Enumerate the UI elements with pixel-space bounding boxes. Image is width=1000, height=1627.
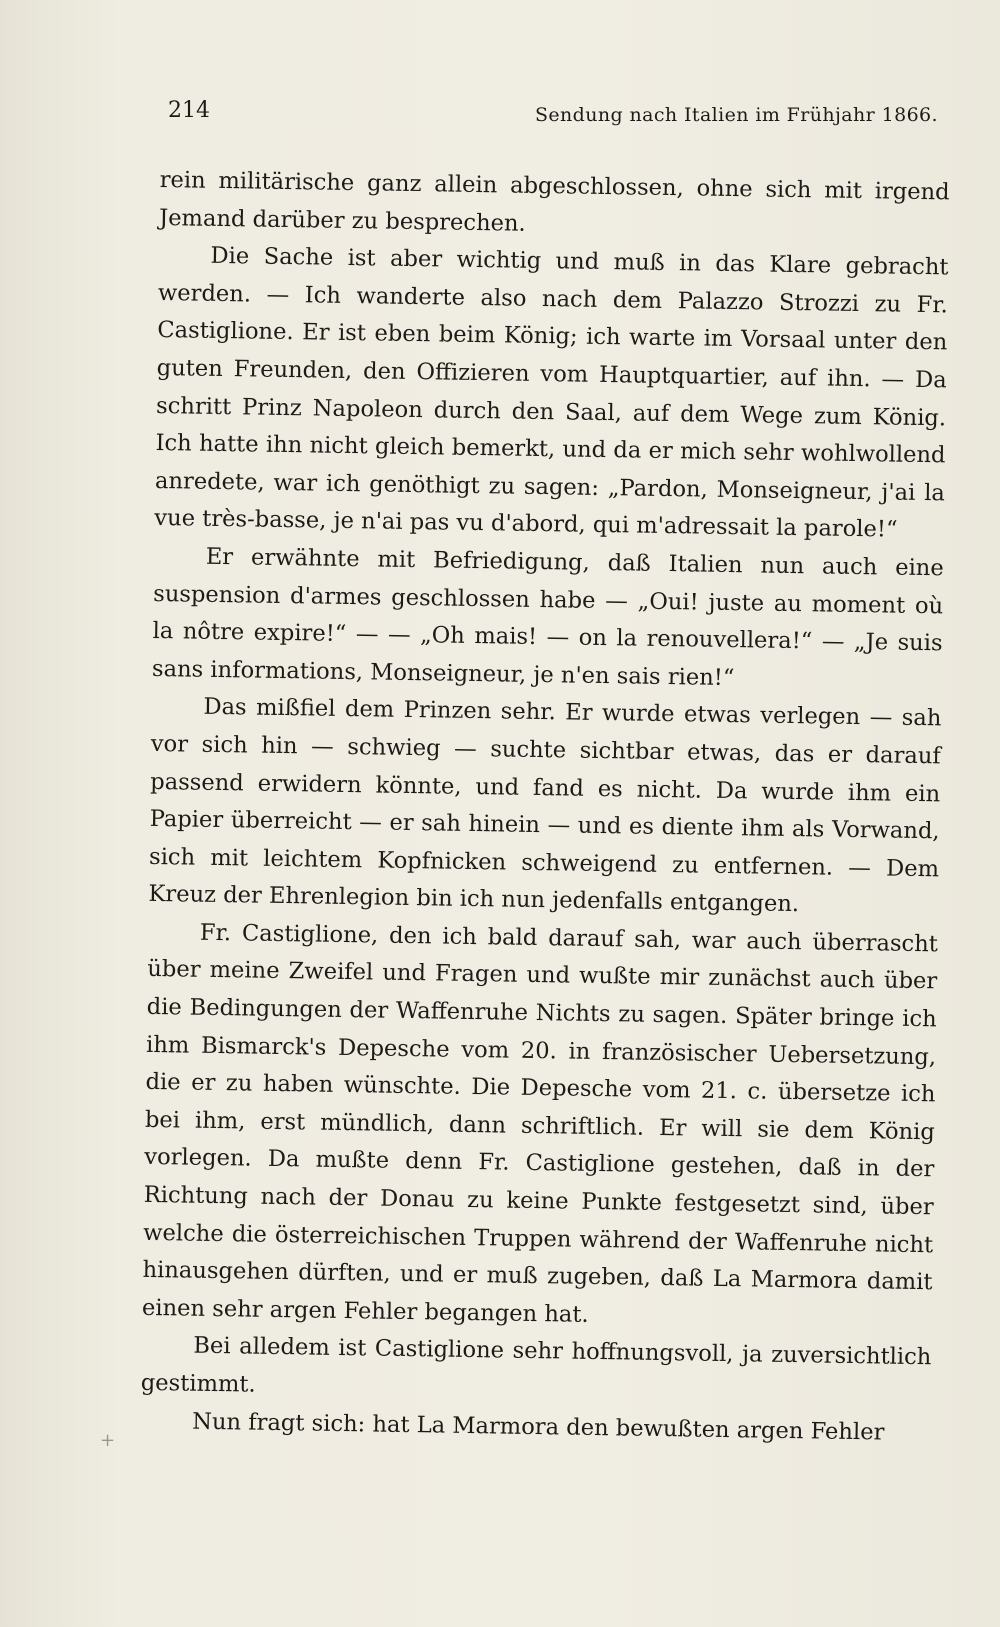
body-text (140, 162, 950, 1452)
page-header (168, 98, 938, 138)
paragraph-6: Bei alledem ist Castiglione sehr hoffnungsvoll, ja zuversichtlich gestimmt. (140, 1333, 932, 1398)
page-number: 214 (168, 98, 210, 123)
running-title: Sendung nach Italien im Frühjahr 1866. (534, 104, 938, 126)
paragraph-2: Die Sache ist aber wichtig und muß in das Klare gebracht werden. — Ich wanderte also nach dem Palazzo Strozzi zu Fr. Castiglione. Er ist eben beim König; ich warte im Vorsaal unter den guten Freunden, den Offizieren vom Hauptquartier, auf ihn. — Da schritt Prinz Napoleon durch den Saal, auf dem Wege zum König. Ich hatte ihn nicht gleich bemerkt, und da er mich sehr wohlwollend anredete, war ich genöthigt zu sagen: „Pardon, Monseigneur, j'ai la vue très-basse, je n'ai pas vu d'abord, qui m'adressait la parole!“ (154, 242, 949, 543)
paragraph-1: rein militärische ganz allein abgeschlossen, ohne sich mit irgend Jemand darüber zu besprechen. (158, 166, 950, 237)
margin-mark: + (100, 1430, 116, 1451)
paragraph-5: Fr. Castiglione, den ich bald darauf sah, war auch überrascht über meine Zweifel und Fragen und wußte mir zunächst auch über die Bedingungen der Waffenruhe Nichts zu sagen. Später bringe ich ihm Bismarck's Depesche vom 20. in französischer Uebersetzung, die er zu haben wünschte. Die Depesche vom 21. c. übersetze ich bei ihm, erst mündlich, dann schriftlich. Er will sie dem König vorlegen. Da mußte denn Fr. Castiglione gestehen, daß in der Richtung nach der Donau zu keine Punkte festgesetzt sind, über welche die österreichischen Truppen während der Waffenruhe nicht hinausgehen dürften, und er muß zugeben, daß La Marmora damit einen sehr argen Fehler begangen hat. (141, 919, 939, 1328)
paragraph-3: Er erwähnte mit Befriedigung, daß Italien nun auch eine suspension d'armes geschlossen habe — „Oui! juste au moment où la nôtre expire!“ — — „Oh mais! — on la renouvellera!“ — „Je suis sans informations, Monseigneur, je n'en sais rien!“ (151, 543, 944, 691)
paragraph-4: Das mißfiel dem Prinzen sehr. Er wurde etwas verlegen — sah vor sich hin — schwieg — suchte sichtbar etwas, das er darauf passend erwidern könnte, und fand es nicht. Da wurde ihm ein Papier überreicht — er sah hinein — und es diente ihm als Vorwand, sich mit leichtem Kopfnicken schweigend zu entfernen. — Dem Kreuz der Ehrenlegion bin ich nun jedenfalls entgangen. (148, 694, 942, 918)
paragraph-7: Nun fragt sich: hat La Marmora den bewußten argen Fehler (192, 1408, 885, 1446)
